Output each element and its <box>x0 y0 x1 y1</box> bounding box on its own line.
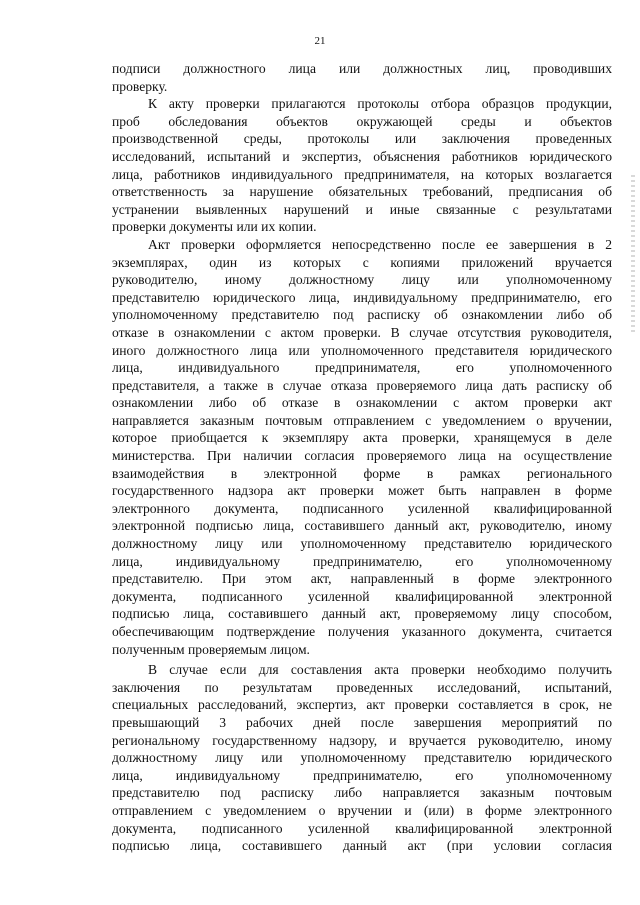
text-line: проверку. <box>112 78 168 94</box>
text-line: уполномоченному представителю под расписку об ознакомлении либо об <box>112 307 612 323</box>
text-line: документа, подписанного усиленной квалифицированной электронной <box>112 588 612 604</box>
text-line: должностному лицу или уполномоченному представителю юридического <box>112 536 612 552</box>
text-line: лица, индивидуального предпринимателя, его уполномоченного <box>112 360 612 376</box>
text-line: превышающий 3 рабочих дней после завершения мероприятий по <box>112 714 612 730</box>
text-line: экземплярах, один из которых с копиями приложений вручается <box>112 254 612 270</box>
text-line: региональному государственному надзору, и вручается руководителю, иному <box>112 732 612 748</box>
text-line: лица, индивидуальному предпринимателю, его уполномоченному <box>112 553 612 569</box>
text-line: отказе в ознакомлении с актом проверки. В случае отсутствия руководителя, <box>112 324 612 340</box>
text-line: полученным проверяемым лицом. <box>112 641 310 657</box>
text-line: лица, индивидуальному предпринимателю, его уполномоченному <box>112 767 612 783</box>
text-line: проб обследования объектов окружающей среды и объектов <box>112 113 612 129</box>
text-line: должностному лицу или уполномоченному представителю юридического <box>112 750 612 766</box>
text-line: направляется заказным почтовым отправлением с уведомлением о вручении, <box>112 412 612 428</box>
text-line: электронного документа, подписанного усиленной квалифицированной <box>112 500 612 516</box>
text-line: устранении выявленных нарушений и иные связанные с результатами <box>112 201 612 217</box>
text-line: министерства. При наличии согласия проверяемого лица на осуществление <box>112 448 612 464</box>
text-line: Акт проверки оформляется непосредственно после ее завершения в 2 <box>148 236 612 252</box>
text-line: лица, работников индивидуального предпринимателя, на которых возлагается <box>112 166 612 182</box>
text-line: руководителю, иному должностному лицу или уполномоченному <box>112 272 612 288</box>
document-body <box>112 60 612 855</box>
text-line: представителю. При этом акт, направленный в форме электронного <box>112 571 612 587</box>
text-line: которое приобщается к экземпляру акта проверки, хранящемуся в деле <box>112 430 612 446</box>
text-line: документа, подписанного усиленной квалифицированной электронной <box>112 820 612 836</box>
text-line: представителю юридического лица, индивидуальному предпринимателю, его <box>112 289 612 305</box>
text-line: представителя, а также в случае отказа проверяемого лица дать расписку об <box>112 377 612 393</box>
text-line: иного должностного лица или уполномоченного представителя юридического <box>112 342 612 358</box>
page-number: 21 <box>314 35 326 47</box>
paragraph-4 <box>112 661 612 855</box>
text-line: электронной подписью лица, составившего данный акт, руководителю, иному <box>112 518 612 534</box>
text-line: отправлением с уведомлением о вручении и (или) в форме электронного <box>112 802 612 818</box>
text-line: В случае если для составления акта проверки необходимо получить <box>148 662 612 678</box>
text-line: подписью лица, составившего данный акт (при условии согласия <box>112 838 612 854</box>
text-line: К акту проверки прилагаются протоколы отбора образцов продукции, <box>148 96 612 112</box>
text-line: ознакомлении либо об отказе в ознакомлении с актом проверки акт <box>112 395 612 411</box>
text-line: заключения по результатам проведенных исследований, испытаний, <box>112 679 612 695</box>
text-line: специальных расследований, экспертиз, акт проверки составляется в срок, не <box>112 697 612 713</box>
text-line: подписи должностного лица или должностных лиц, проводивших <box>112 61 612 76</box>
text-line: проверки документы или их копии. <box>112 219 317 235</box>
text-line: подписью лица, составившего данный акт, проверяемому лицу способом, <box>112 606 612 622</box>
text-line: обеспечивающим подтверждение получения указанного документа, считается <box>112 624 612 639</box>
text-line: производственной среды, протоколы или заключения проведенных <box>112 131 612 147</box>
text-line: ответственность за нарушение обязательных требований, предписания об <box>112 184 612 200</box>
paragraph-2 <box>112 95 612 236</box>
text-line: представителю под расписку либо направляется заказным почтовым <box>112 785 612 801</box>
text-line: взаимодействия в электронной форме в рамках регионального <box>112 465 612 481</box>
paragraph-3 <box>112 236 612 658</box>
text-line: исследований, испытаний и экспертиз, объяснения работников юридического <box>112 148 612 164</box>
text-line: государственного надзора акт проверки может быть направлен в форме <box>112 483 612 499</box>
margin-scan-mark <box>631 175 635 335</box>
paragraph-1 <box>112 60 612 95</box>
